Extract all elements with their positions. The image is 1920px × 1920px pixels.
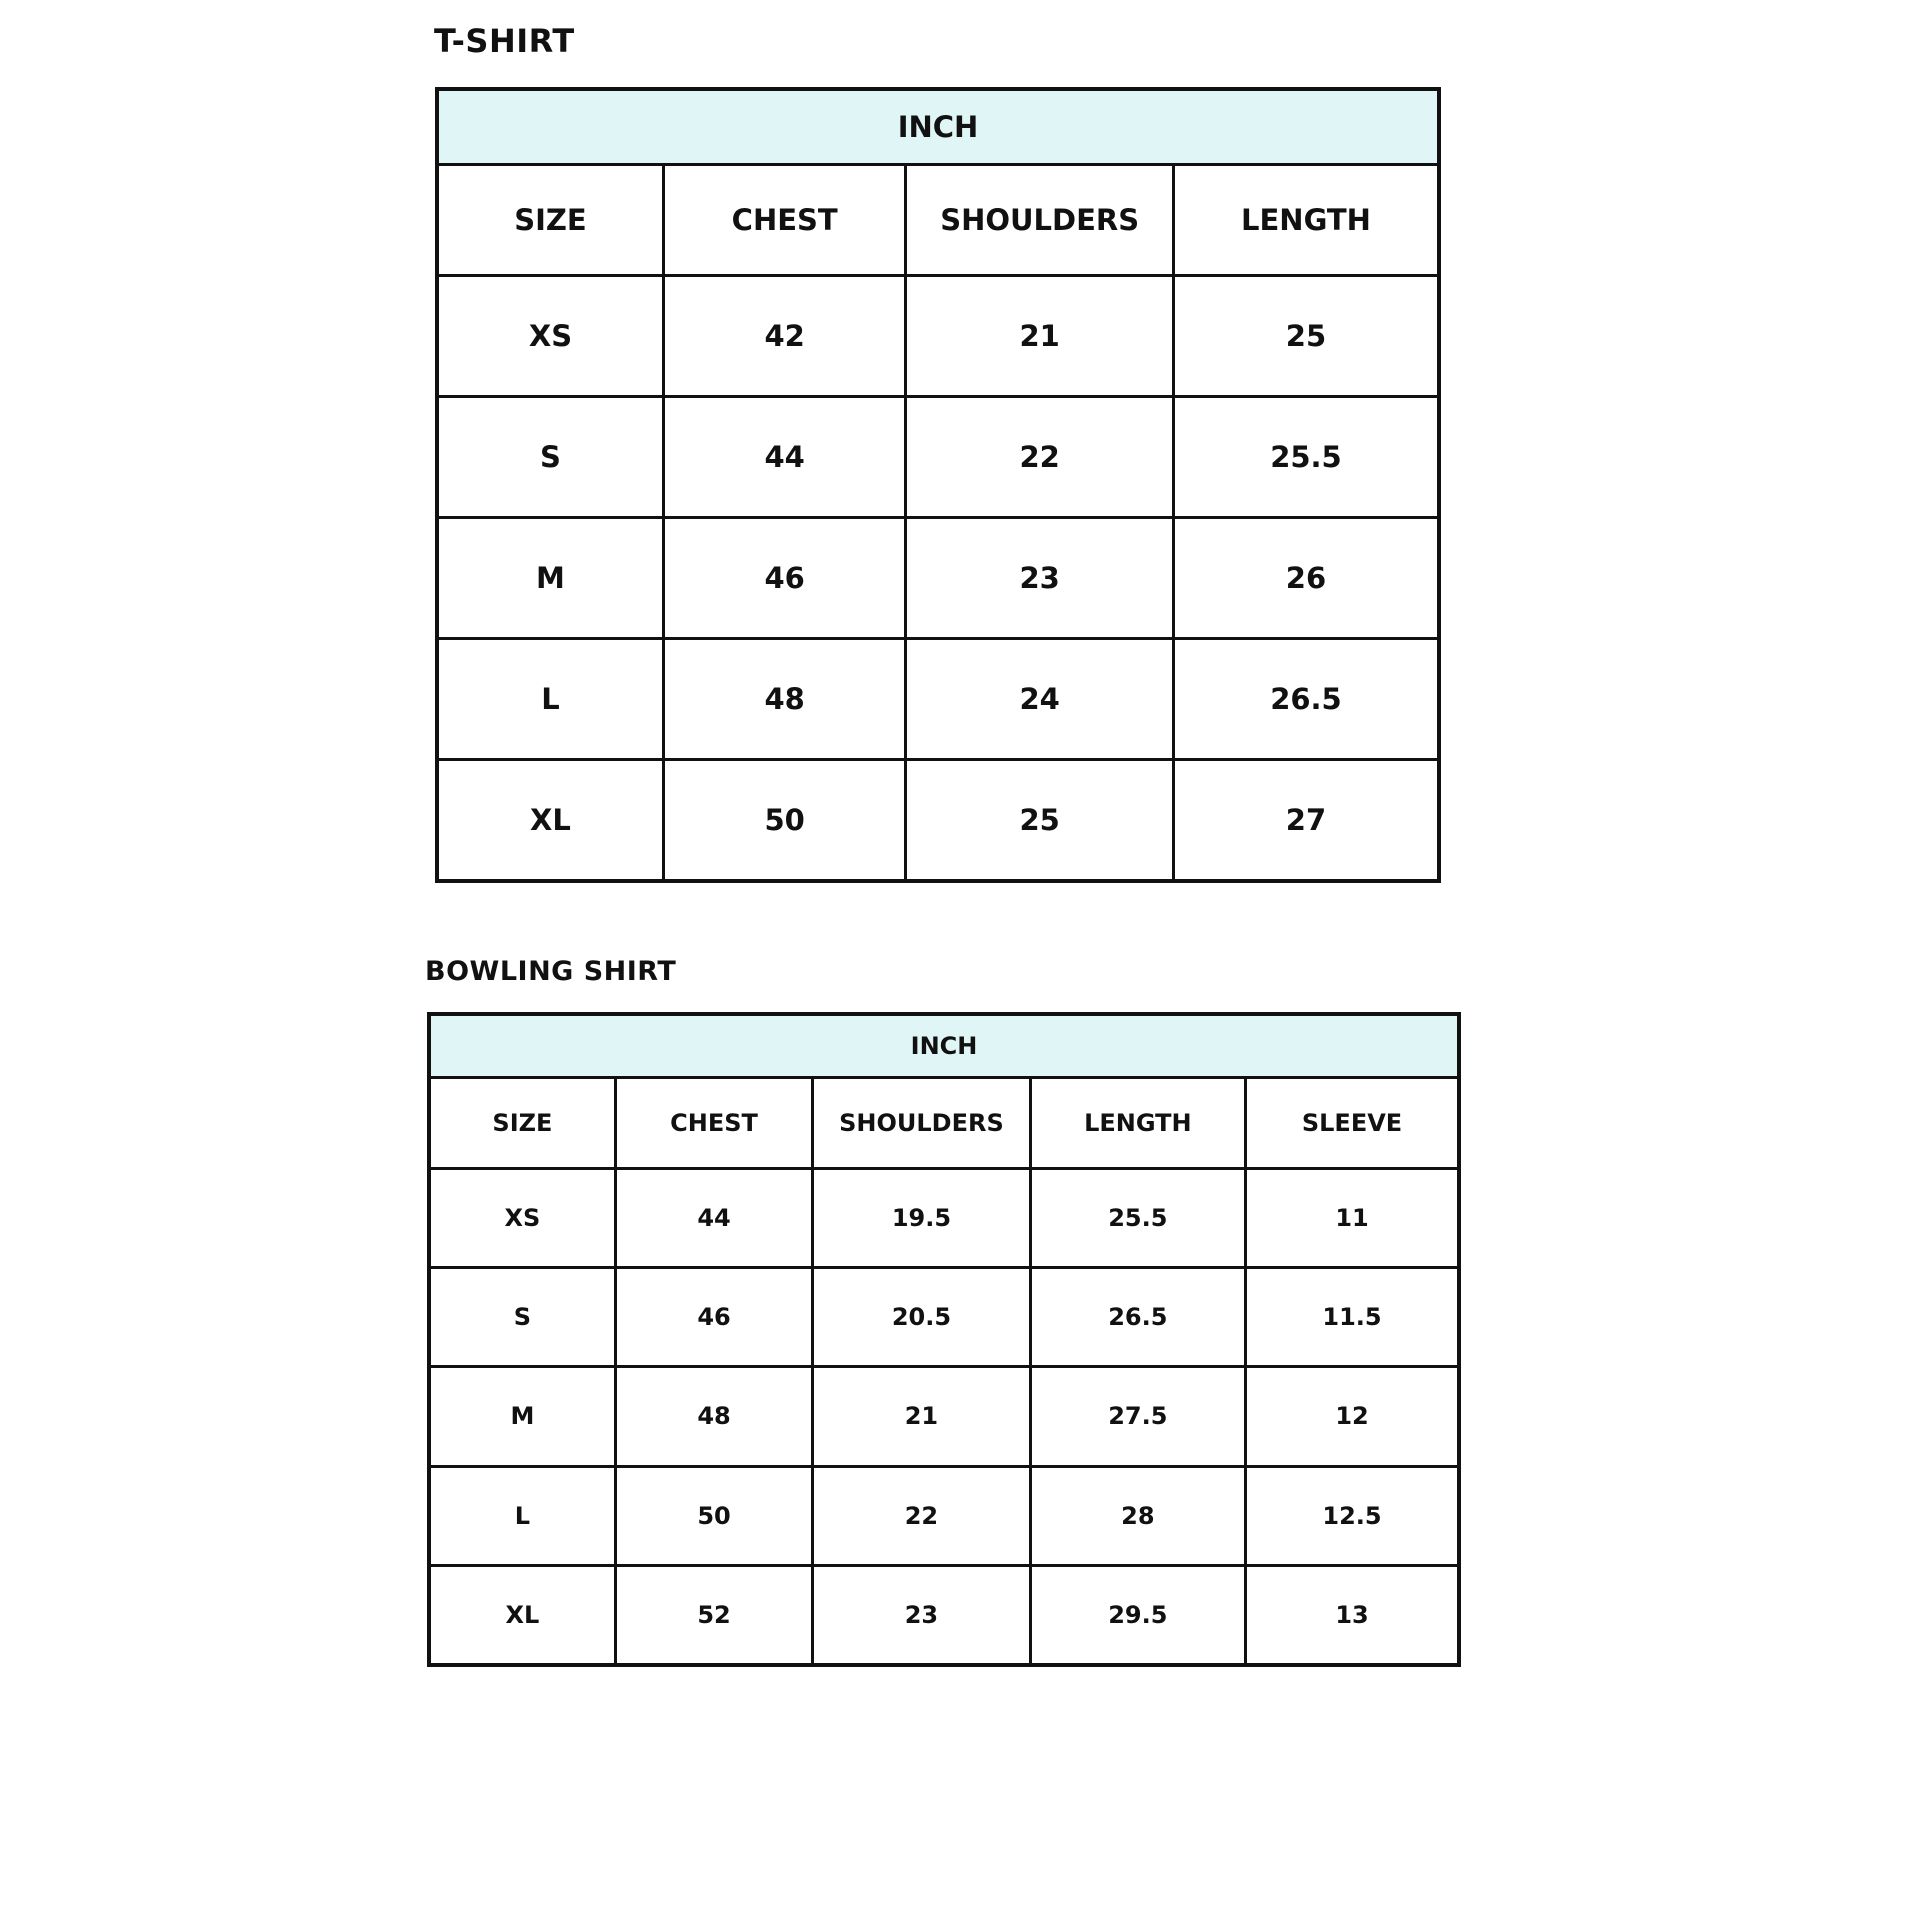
table-row xyxy=(429,1565,1459,1665)
length-cell: 26 xyxy=(1173,518,1439,639)
length-cell: 26.5 xyxy=(1030,1268,1245,1367)
sleeve-cell: 11.5 xyxy=(1246,1268,1459,1367)
sleeve-cell: 13 xyxy=(1246,1565,1459,1665)
column-header-row xyxy=(429,1078,1459,1169)
chest-cell: 48 xyxy=(615,1367,812,1466)
shoulders-cell: 19.5 xyxy=(813,1169,1030,1268)
chest-cell: 46 xyxy=(615,1268,812,1367)
shoulders-cell: 21 xyxy=(906,276,1174,397)
shoulders-cell: 25 xyxy=(906,760,1174,882)
length-cell: 27 xyxy=(1173,760,1439,882)
size-cell: XL xyxy=(429,1565,615,1665)
length-cell: 27.5 xyxy=(1030,1367,1245,1466)
size-cell: L xyxy=(437,639,663,760)
column-header-length: LENGTH xyxy=(1173,165,1439,276)
column-header-chest: CHEST xyxy=(663,165,905,276)
size-cell: M xyxy=(437,518,663,639)
length-cell: 28 xyxy=(1030,1466,1245,1565)
tshirt-size-table xyxy=(435,87,1441,883)
shoulders-cell: 20.5 xyxy=(813,1268,1030,1367)
column-header-length: LENGTH xyxy=(1030,1078,1245,1169)
shoulders-cell: 23 xyxy=(906,518,1174,639)
size-cell: S xyxy=(437,397,663,518)
column-header-shoulders: SHOULDERS xyxy=(906,165,1174,276)
table-row xyxy=(437,639,1439,760)
shoulders-cell: 22 xyxy=(813,1466,1030,1565)
table-row xyxy=(437,276,1439,397)
chest-cell: 44 xyxy=(663,397,905,518)
column-header-size: SIZE xyxy=(429,1078,615,1169)
table-row xyxy=(429,1268,1459,1367)
table-row xyxy=(429,1367,1459,1466)
chest-cell: 44 xyxy=(615,1169,812,1268)
tshirt-section-title: T-SHIRT xyxy=(434,22,575,60)
table-row xyxy=(437,397,1439,518)
size-cell: M xyxy=(429,1367,615,1466)
column-header-size: SIZE xyxy=(437,165,663,276)
size-cell: L xyxy=(429,1466,615,1565)
shoulders-cell: 22 xyxy=(906,397,1174,518)
size-cell: S xyxy=(429,1268,615,1367)
length-cell: 25.5 xyxy=(1030,1169,1245,1268)
bowling-shirt-size-table xyxy=(427,1012,1461,1667)
table-row xyxy=(437,518,1439,639)
shoulders-cell: 23 xyxy=(813,1565,1030,1665)
column-header-chest: CHEST xyxy=(615,1078,812,1169)
shoulders-cell: 24 xyxy=(906,639,1174,760)
chest-cell: 48 xyxy=(663,639,905,760)
sleeve-cell: 12.5 xyxy=(1246,1466,1459,1565)
length-cell: 26.5 xyxy=(1173,639,1439,760)
shoulders-cell: 21 xyxy=(813,1367,1030,1466)
column-header-sleeve: SLEEVE xyxy=(1246,1078,1459,1169)
unit-header: INCH xyxy=(429,1014,1459,1078)
unit-header-row xyxy=(429,1014,1459,1078)
column-header-row xyxy=(437,165,1439,276)
size-cell: XS xyxy=(437,276,663,397)
length-cell: 25 xyxy=(1173,276,1439,397)
column-header-shoulders: SHOULDERS xyxy=(813,1078,1030,1169)
unit-header-row xyxy=(437,89,1439,165)
chest-cell: 52 xyxy=(615,1565,812,1665)
size-cell: XS xyxy=(429,1169,615,1268)
sleeve-cell: 12 xyxy=(1246,1367,1459,1466)
length-cell: 25.5 xyxy=(1173,397,1439,518)
chest-cell: 42 xyxy=(663,276,905,397)
table-row xyxy=(437,760,1439,882)
table-row xyxy=(429,1466,1459,1565)
chest-cell: 46 xyxy=(663,518,905,639)
bowling-shirt-section-title: BOWLING SHIRT xyxy=(425,956,677,987)
chest-cell: 50 xyxy=(663,760,905,882)
chest-cell: 50 xyxy=(615,1466,812,1565)
table-row xyxy=(429,1169,1459,1268)
unit-header: INCH xyxy=(437,89,1439,165)
length-cell: 29.5 xyxy=(1030,1565,1245,1665)
sleeve-cell: 11 xyxy=(1246,1169,1459,1268)
size-cell: XL xyxy=(437,760,663,882)
